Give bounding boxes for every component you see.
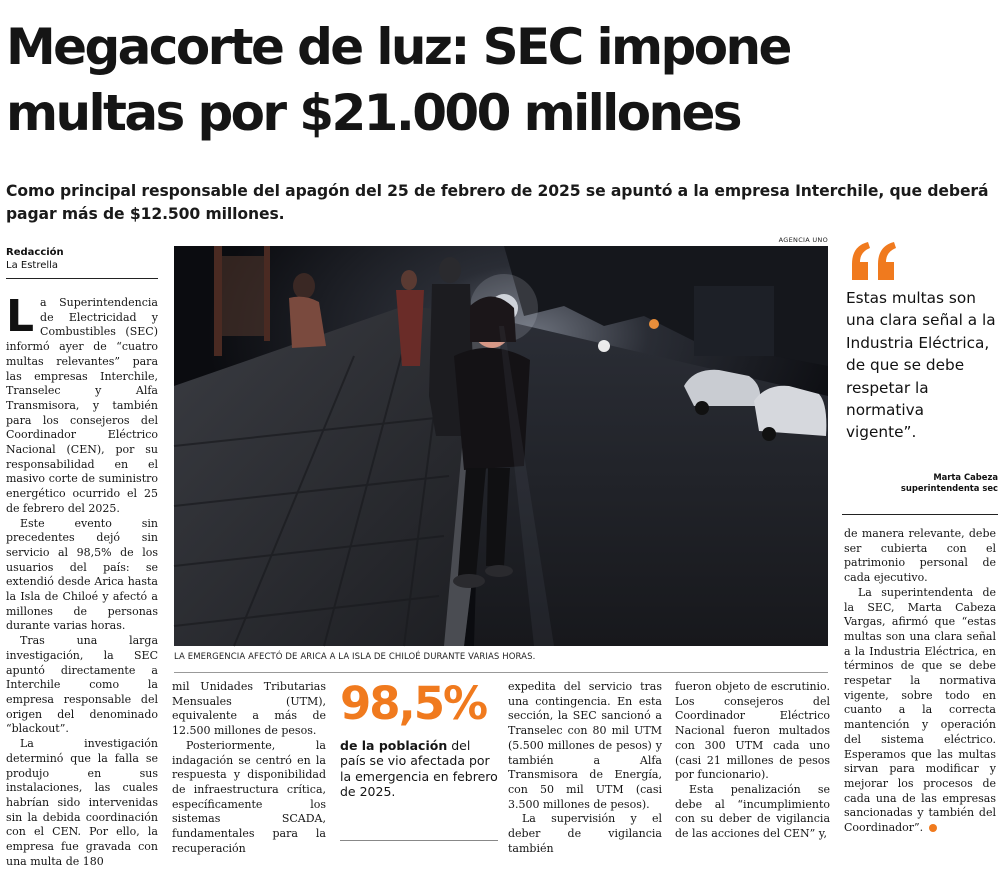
- article-paragraph: [844, 586, 996, 836]
- article-paragraph: La supervisión y el deber de vigilancia también: [508, 812, 662, 855]
- paragraph-text: a Superintendencia de Electricidad y Combustibles (SEC) informó ayer de “cuatro multas relevantes” para las empresas Interchile, Transelec y Alfa Transmisora, y también para los consejeros del Coordinador Eléctrico Nacional (CEN), por su responsabilidad en el masivo corte de suministro energético ocurrido el 25 de febrero del 2025.: [6, 296, 158, 515]
- byline-author: Redacción: [6, 247, 64, 258]
- headline-line-2: multas por $21.000 millones: [6, 84, 740, 142]
- article-column-3: [508, 680, 662, 858]
- article-paragraph: Posteriormente, la indagación se centró en la respuesta y disponibilidad de infraestructura crítica, específicamente los sistemas SCADA, fundamentales para la recuperación: [172, 738, 326, 855]
- paragraph-text: La superintendenta de la SEC, Marta Cabeza Vargas, afirmó que “estas multas son una clara señal a la Industria Eléctrica, en términos de que se debe respetar la normativa vigente, sobre todo en cuanto a la correcta mantención y operación del sistema eléctrico. Esperamos que las multas sirvan para modificar y mejorar los procesos de cada una de las empresas sancionadas y también del Coordinador”.: [844, 585, 996, 835]
- end-of-article-icon: [929, 824, 937, 832]
- photo-credit: AGENCIA UNO: [778, 236, 828, 244]
- drop-cap: L: [6, 291, 35, 342]
- article-paragraph: Tras una larga investigación, la SEC apuntó directamente a Interchile como la empresa responsable del origen del denominado “blackout”.: [6, 634, 158, 736]
- stat-text-rest: del país se vio afectada por la emergencia en febrero de 2025.: [340, 738, 498, 799]
- article-paragraph: fueron objeto de escrutinio. Los consejeros del Coordinador Eléctrico Nacional fueron multados con 300 UTM cada uno (casi 21 millones de pesos por funcionario).: [675, 680, 830, 782]
- article-column-4: [675, 680, 830, 858]
- stat-divider: [340, 840, 498, 841]
- article-column-1: [6, 291, 158, 868]
- stat-description: [340, 738, 498, 799]
- stat-value: 98,5%: [340, 677, 487, 730]
- quote-text: Estas multas son una clara señal a la Industria Eléctrica, de que se debe respetar la normativa vigente”.: [846, 289, 996, 442]
- headline: [6, 14, 996, 146]
- article-paragraph: Este evento sin precedentes dejó sin servicio al 98,5% de los usuarios del país: se extendió desde Arica hasta la Isla de Chiloé y afectó a millones de personas durante varias horas.: [6, 516, 158, 633]
- byline-outlet: La Estrella: [6, 260, 59, 271]
- article-paragraph: [6, 291, 158, 517]
- article-paragraph: de manera relevante, debe ser cubierta con el patrimonio personal de cada ejecutivo.: [844, 527, 996, 585]
- photo-caption: LA EMERGENCIA AFECTÓ DE ARICA A LA ISLA DE CHILOÉ DURANTE VARIAS HORAS.: [174, 652, 828, 673]
- quote-divider: [842, 514, 998, 515]
- article-paragraph: Esta penalización se debe al “incumplimiento con su deber de vigilancia de las acciones del CEN” y,: [675, 782, 830, 841]
- quote-author-role: superintendenta sec: [900, 483, 998, 493]
- quote-author-name: Marta Cabeza: [933, 472, 998, 482]
- news-photo: [174, 246, 828, 646]
- article-column-2: [172, 680, 326, 858]
- article-paragraph: expedita del servicio tras una contingencia. En esta sección, la SEC sancionó a Transelec con 80 mil UTM (5.500 millones de pesos) y también a Alfa Transmisora de Energía, con 50 mil UTM (casi 3.500 millones de pesos).: [508, 680, 662, 811]
- stat-highlight: [340, 676, 498, 799]
- night-street-illustration: [174, 246, 828, 646]
- pull-quote: [842, 240, 998, 510]
- article-column-5: [844, 527, 996, 857]
- quote-attribution: [901, 472, 998, 494]
- stat-text-strong: de la población: [340, 738, 448, 753]
- article-paragraph: La investigación determinó que la falla se produjo en sus instalaciones, las cuales habrían sido intervenidas sin la debida coordinación con el CEN. Por ello, la empresa fue gravada con una multa de 180: [6, 737, 158, 868]
- quote-mark-icon: [848, 240, 900, 282]
- article-paragraph: mil Unidades Tributarias Mensuales (UTM), equivalente a más de 12.500 millones de pesos.: [172, 680, 326, 738]
- byline: [6, 246, 158, 279]
- subheadline: Como principal responsable del apagón del 25 de febrero de 2025 se apuntó a la empresa Interchile, que deberá pagar más de $12.500 millones.: [6, 182, 989, 223]
- headline-line-1: Megacorte de luz: SEC impone: [6, 18, 790, 76]
